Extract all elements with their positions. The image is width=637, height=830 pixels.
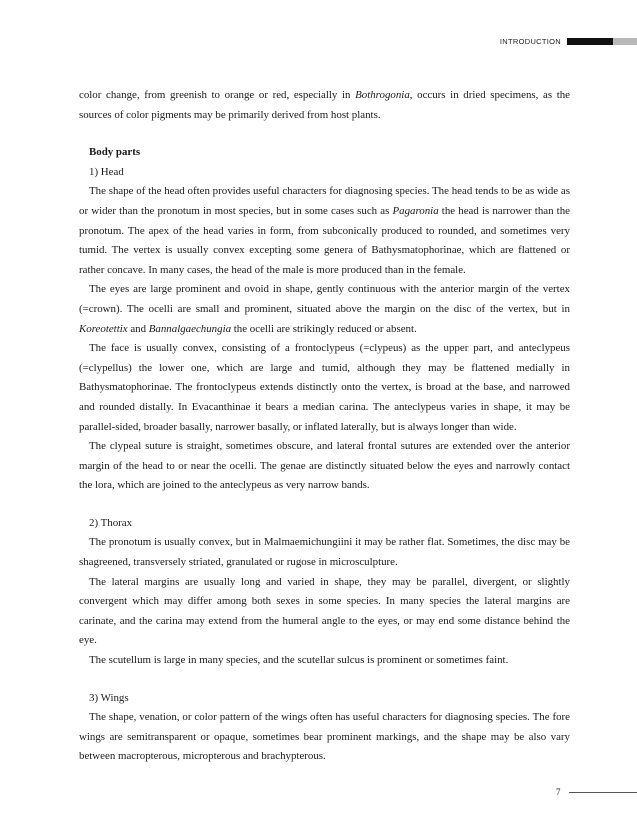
thorax-paragraph-3: The scutellum is large in many species, and the scutellar sulcus is prominent or sometimes faint. xyxy=(89,654,509,667)
section-heading: Body parts xyxy=(89,146,141,159)
intro-paragraph: color change, from greenish to orange or red, especially in Bothrogonia, occurs in dried specimens, as the sources of color pigments may be primarily derived from host plants. xyxy=(79,89,570,121)
subsection-title-head: 1) Head xyxy=(89,165,124,178)
genus-name: Pagaronia xyxy=(392,204,439,217)
page-number: 7 xyxy=(556,787,561,797)
page-body xyxy=(79,86,570,767)
head-paragraph-1: The shape of the head often provides useful characters for diagnosing species. The head tends to be as wide as or wider than the pronotum in most species, but in some cases such as Pagaronia the head is narrower than the pronotum. The apex of the head varies in form, from subconically produced to rounded, and sometimes very tumid. The vertex is usually convex excepting some genera of Bathysmatophorinae, which are flattened or rather concave. In many cases, the head of the male is more produced than in the female. xyxy=(79,185,570,276)
genus-name: Bannalgaechungia xyxy=(148,322,232,335)
header-bar-dark xyxy=(567,38,613,45)
head-paragraph-2: The eyes are large prominent and ovoid in shape, gently continuous with the anterior margin of the vertex (=crown). The ocelli are small and prominent, situated above the margin on the disc of the vertex, but in Koreotettix and Bannalgaechungia the ocelli are strikingly reduced or absent. xyxy=(79,283,570,335)
footer-rule xyxy=(569,792,637,793)
subsection-title-thorax: 2) Thorax xyxy=(89,516,133,529)
genus-name: Koreotettix xyxy=(79,322,128,335)
page-footer xyxy=(556,787,637,797)
header-bar-light xyxy=(613,38,637,45)
head-paragraph-4: The clypeal suture is straight, sometimes obscure, and lateral frontal sutures are extended over the anterior margin of the head to or near the ocelli. The genae are distinctly situated below the eyes and narrowly contact the lora, which are joined to the anteclypeus as very narrow bands. xyxy=(79,440,570,492)
head-paragraph-3: The face is usually convex, consisting of a frontoclypeus (=clypeus) as the upper part, and anteclypeus (=clypellus) the lower one, which are large and tumid, although they may be flattened medially in Bathysmatophorinae. The frontoclypeus extends distinctly onto the vertex, is broad at the base, and narrowed and rounded distally. In Evacanthinae it bears a median carina. The anteclypeus varies in shape, it may be parallel-sided, broader basally, narrower basally, or inflated laterally, but is always longer than wide. xyxy=(79,342,570,433)
section-label: INTRODUCTION xyxy=(499,37,561,46)
thorax-paragraph-2: The lateral margins are usually long and varied in shape, they may be parallel, divergent, or slightly convergent which may differ among both sexes in some species. In many species the lateral margins are carinate, and the carina may extend from the humeral angle to the eyes, or may end some distance behind the eye. xyxy=(79,575,570,647)
genus-name: Bothrogonia xyxy=(355,89,410,101)
subsection-title-wings: 3) Wings xyxy=(89,691,129,704)
wings-paragraph-1: The shape, venation, or color pattern of the wings often has useful characters for diagnosing species. The fore wings are semitransparent or opaque, sometimes bear prominent markings, and the shape may be also vary between macropterous, micropterous and brachypterous. xyxy=(79,711,570,763)
thorax-paragraph-1: The pronotum is usually convex, but in Malmaemichungiini it may be rather flat. Sometimes, the disc may be shagreened, transversely striated, granulated or rugose in microsculpture. xyxy=(79,536,570,569)
running-header xyxy=(500,37,637,46)
